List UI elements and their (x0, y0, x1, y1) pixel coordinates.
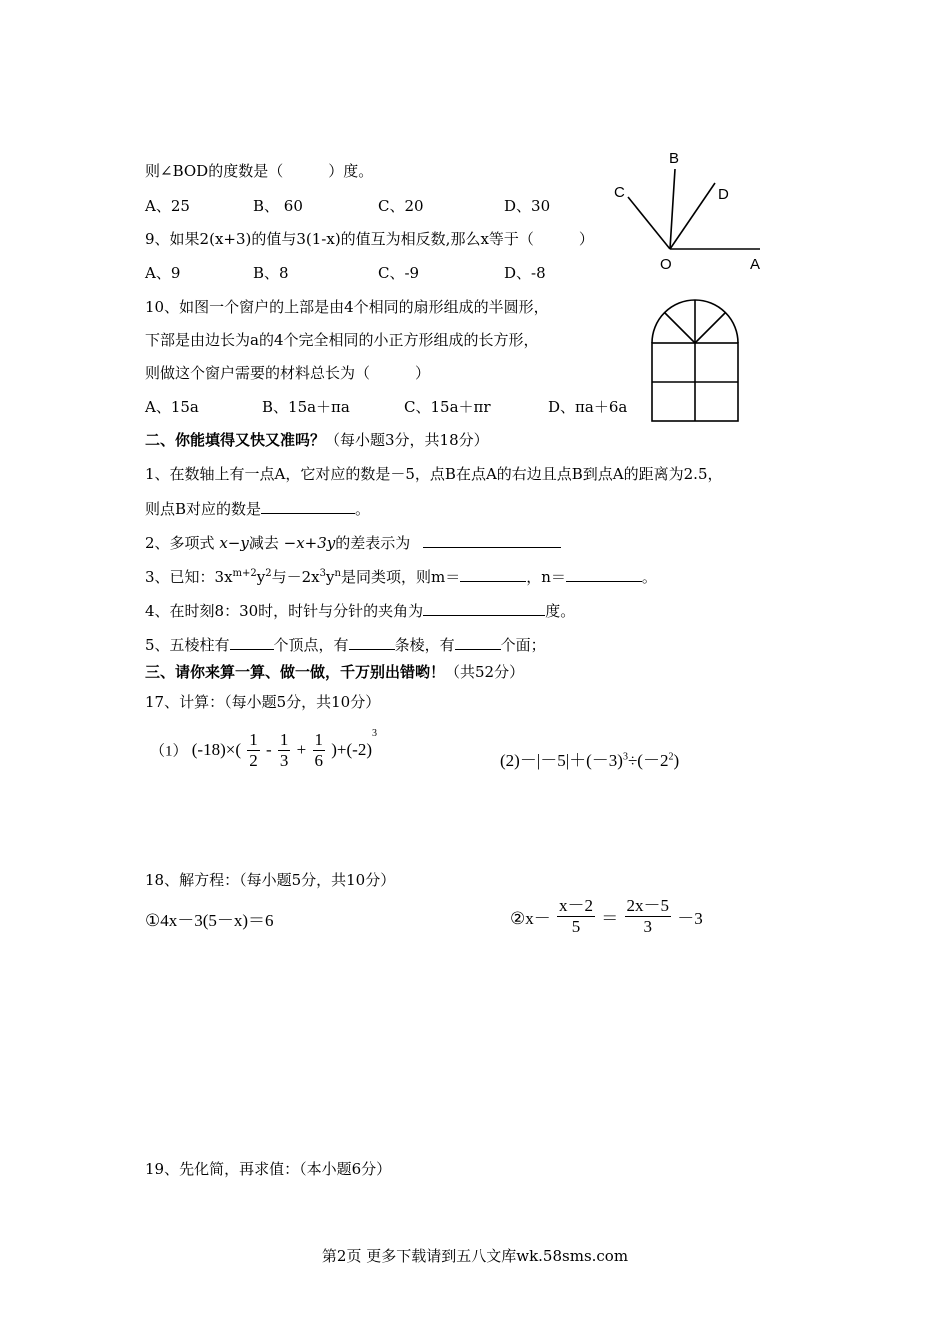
q17-part1 (150, 728, 377, 771)
s2-q3-sup3: 3 (319, 568, 327, 579)
label-b: B (669, 150, 680, 167)
q9-option-c: C、-9 (378, 264, 420, 282)
answer-blank-m[interactable] (460, 567, 526, 582)
q10-option-b: B、15a＋πa (262, 398, 350, 416)
s2-q3-sup1: m+2 (232, 568, 257, 579)
q10-option-c: C、15a＋πr (404, 398, 491, 416)
q10-option-a: A、15a (145, 398, 199, 416)
q18-part1: ①4x－3(5－x)＝6 (145, 911, 274, 930)
answer-blank[interactable] (261, 499, 355, 514)
s2-q1-line2 (145, 498, 370, 519)
q17-p2-exp2: 2 (668, 751, 674, 763)
q8-stem: 则∠BOD的度数是（ ）度。 (145, 162, 374, 180)
q8-option-b: B、 60 (253, 197, 303, 215)
s2-q1-end: 。 (355, 500, 371, 518)
s2-q4-pre: 4、在时刻8：30时，时针与分针的夹角为 (145, 602, 424, 620)
q10-option-d: D、πa＋6a (548, 398, 628, 416)
q9-stem: 9、如果2(x+3)的值与3(1-x)的值互为相反数,那么x等于（ ） (145, 230, 594, 248)
fraction-x-minus-2: $\frac{x-2}{5}$ (559, 896, 593, 936)
s2-q3-sup2: 2 (265, 568, 272, 579)
window-diagram (645, 295, 745, 425)
s2-q2-pre: 2、多项式 (145, 534, 215, 552)
fraction-half: $\frac{1}{2}$ (249, 729, 258, 770)
section3-note: （共52分） (445, 663, 525, 681)
q17-p2-text: (2)－|－5|＋(－3) (500, 751, 623, 770)
q17-p1-b: )+(-2) (331, 740, 372, 760)
section2-note: （每小题3分，共18分） (325, 431, 489, 449)
s2-q3-end: 。 (641, 568, 657, 586)
s2-q1-line1: 1、在数轴上有一点A，它对应的数是－5，点B在点A的右边且点B到点A的距离为2.5， (145, 465, 723, 483)
answer-blank[interactable] (423, 533, 561, 548)
s2-q5-pre: 5、五棱柱有 (145, 636, 230, 654)
q17-p2-end: ) (673, 751, 680, 770)
q17-p2-exp: 3 (622, 751, 628, 763)
angle-diagram (600, 145, 780, 275)
s2-q4-post: 度。 (545, 602, 576, 620)
s2-q4 (145, 600, 575, 621)
s2-q3-mid2: 与－2x (271, 568, 320, 586)
q17-p1-minus: - (266, 740, 272, 760)
q17-p1-a: (-18)×( (191, 740, 241, 760)
q17-part2 (500, 746, 679, 771)
s2-q3-pre: 3、已知：3x (145, 568, 233, 586)
q9-option-a: A、9 (145, 264, 181, 282)
q18-p2-end: －3 (677, 909, 703, 928)
s2-q5-a: 个顶点，有 (273, 636, 349, 654)
answer-blank-faces[interactable] (455, 635, 501, 650)
section3-title: 三、请你来算一算、做一做，千万别出错哟！ (145, 663, 446, 681)
ray-od (670, 183, 715, 249)
label-c: C (614, 184, 625, 201)
q19-title: 19、先化简，再求值：（本小题6分） (145, 1160, 392, 1178)
q17-p1-label: （1） (150, 743, 188, 760)
s2-q1-text: 则点B对应的数是 (145, 500, 262, 518)
q18-p2-eq: ＝ (601, 909, 619, 928)
s2-q3-mid3: y (326, 568, 335, 586)
q10-line1: 10、如图一个窗户的上部是由4个相同的扇形组成的半圆形， (145, 298, 549, 316)
q18-title: 18、解方程：（每小题5分，共10分） (145, 871, 396, 889)
fraction-2x-minus-5: $\frac{2x-5}{3}$ (626, 896, 669, 936)
q18-part2 (510, 896, 703, 937)
q17-p1-exp: 3 (372, 728, 377, 739)
s2-q3-mid1: y (256, 568, 266, 586)
s2-q5 (145, 634, 546, 655)
ray-ob (670, 169, 675, 249)
page-footer: 第2页 更多下载请到五八文库wk.58sms.com (321, 1247, 629, 1265)
s2-q2-expr2: −x+3y (283, 534, 336, 552)
q8-option-d: D、30 (504, 197, 551, 215)
q17-p2-tail: ÷(－2 (627, 751, 669, 770)
s2-q2-post: 的差表示为 (335, 534, 411, 552)
s2-q3-n: ，n＝ (526, 568, 566, 586)
ray-oc (628, 197, 670, 249)
label-o: O (660, 256, 672, 273)
s2-q2-expr1: x−y (219, 534, 249, 552)
s2-q2 (145, 532, 561, 553)
s2-q5-c: 个面； (500, 636, 546, 654)
label-d: D (718, 186, 729, 203)
fraction-third: $\frac{1}{3}$ (279, 729, 289, 770)
section2-title: 二、你能填得又快又准吗？ (145, 431, 326, 449)
answer-blank-n[interactable] (566, 567, 642, 582)
fraction-sixth: $\frac{1}{6}$ (314, 729, 324, 770)
section3-header (145, 661, 524, 682)
s2-q5-b: 条棱，有 (394, 636, 455, 654)
s2-q3 (145, 566, 657, 587)
answer-blank[interactable] (423, 601, 545, 616)
s2-q3-sup4: n (334, 568, 341, 579)
q17-p1-plus: + (296, 740, 307, 760)
q9-option-d: D、-8 (504, 264, 546, 282)
q10-line3: 则做这个窗户需要的材料总长为（ ） (145, 364, 431, 382)
answer-blank-vertices[interactable] (230, 635, 274, 650)
s2-q3-post: 是同类项，则m＝ (340, 568, 461, 586)
section2-header (145, 429, 489, 450)
q8-option-a: A、25 (145, 197, 190, 215)
q9-option-b: B、8 (253, 264, 289, 282)
answer-blank-edges[interactable] (349, 635, 395, 650)
s2-q2-mid: 减去 (248, 534, 279, 552)
q10-line2: 下部是由边长为a的4个完全相同的小正方形组成的长方形， (145, 331, 539, 349)
q17-title: 17、计算：（每小题5分，共10分） (145, 693, 381, 711)
q18-p2-a: ②x－ (510, 909, 551, 928)
q8-option-c: C、20 (378, 197, 424, 215)
label-a: A (750, 256, 761, 273)
